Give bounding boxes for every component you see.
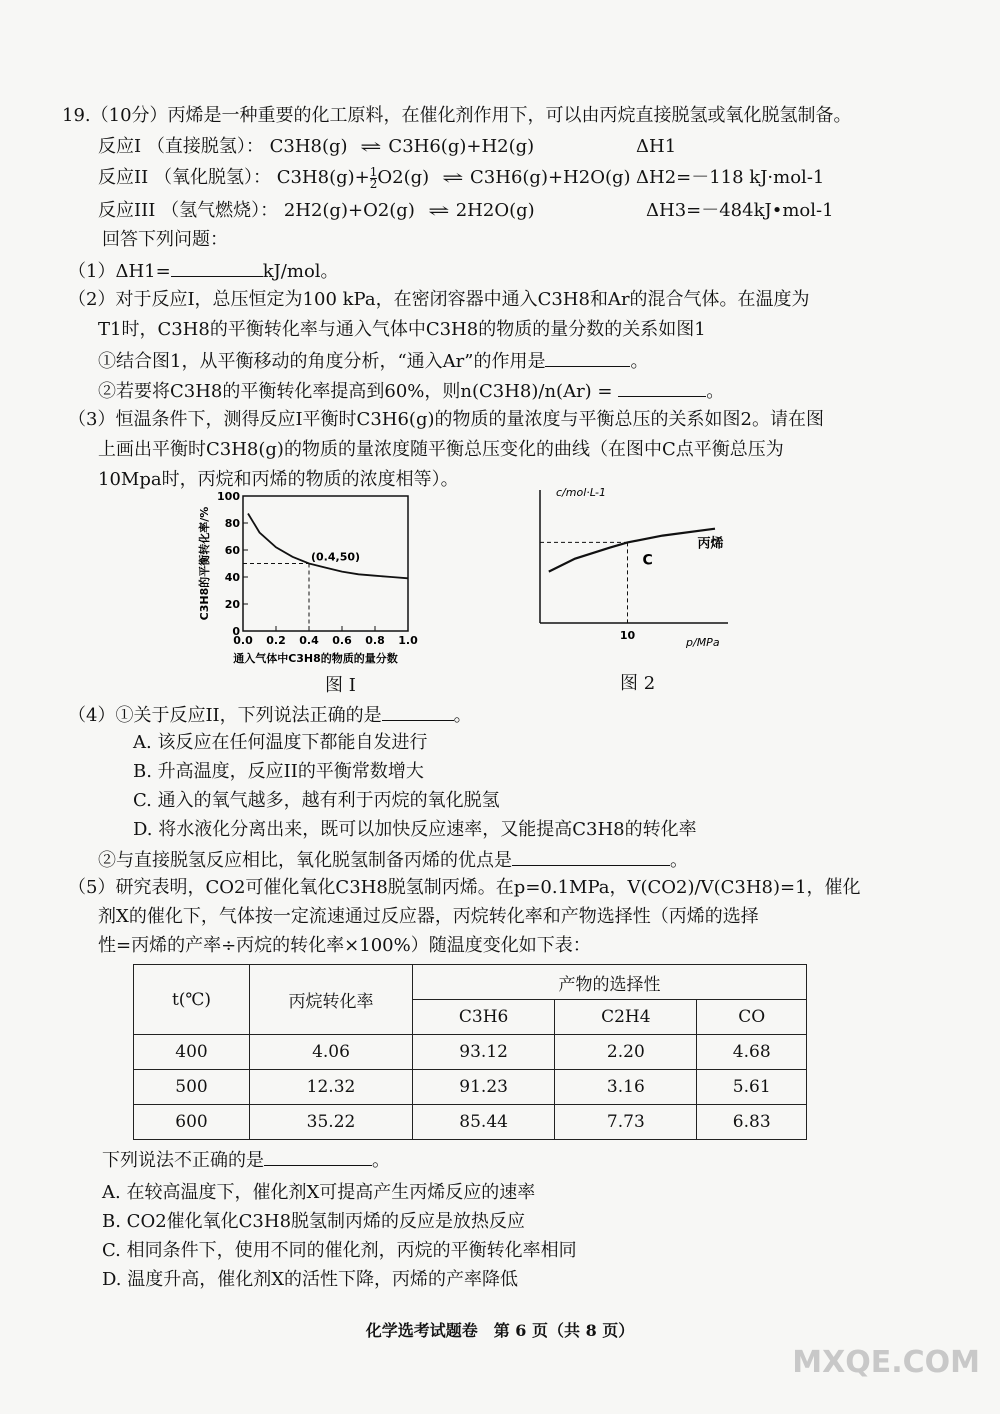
- x-tick-label: 0.6: [332, 634, 352, 647]
- part-2-line-1: （2）对于反应I，总压恒定为100 kPa，在密闭容器中通入C3H8和Ar的混合气体。在温度为: [68, 289, 810, 310]
- header-c3h6: C3H6: [413, 1000, 555, 1035]
- reaction-1: 反应I （直接脱氢）： C3H8(g) ⇌ C3H6(g)+H2(g): [98, 136, 535, 157]
- fraction-half: $\frac{1}{2}$: [369, 164, 378, 191]
- x-tick-label: 10: [619, 629, 636, 642]
- header-co: CO: [697, 1000, 807, 1035]
- part-4-q1: （4）①关于反应II，下列说法正确的是 。: [68, 702, 472, 728]
- part-4-option-d: D. 将水液化分离出来，既可以加快反应速率，又能提高C3H8的转化率: [133, 819, 697, 840]
- x-tick-label: 1.0: [398, 634, 418, 647]
- answer-blank[interactable]: [618, 378, 706, 397]
- part-5-option-c: C. 相同条件下，使用不同的催化剂，丙烷的平衡转化率相同: [102, 1240, 577, 1261]
- y-axis-label: c/mol·L-1: [556, 486, 606, 499]
- answer-blank[interactable]: [512, 847, 670, 866]
- data-table: [133, 964, 807, 1140]
- reaction-1-dh: ΔH1: [636, 136, 677, 157]
- part-5-line-1: （5）研究表明，CO2可催化氧化C3H8脱氢制丙烯。在p=0.1MPa，V(CO2)/V(C3H8)=1，催化: [68, 877, 861, 898]
- figure-2-chart: [520, 478, 740, 658]
- table-row: 400 4.06 93.12 2.20 4.68: [134, 1035, 807, 1070]
- header-selectivity: 产物的选择性: [413, 965, 807, 1000]
- part-2-line-2: T1时，C3H8的平衡转化率与通入气体中C3H8的物质的量分数的关系如图1: [98, 319, 706, 340]
- part-3-line-2: 上画出平衡时C3H8(g)的物质的量浓度随平衡总压变化的曲线（在图中C点平衡总压为: [98, 439, 784, 460]
- part-4-option-b: B. 升高温度，反应II的平衡常数增大: [133, 761, 424, 782]
- reaction-2-dh: ΔH2=－118 kJ·mol-1: [636, 167, 825, 188]
- part-3-line-3: 10Mpa时，丙烷和丙烯的物质的浓度相等）。: [98, 469, 459, 490]
- question-header: 19.（10分）丙烯是一种重要的化工原料，在催化剂作用下，可以由丙烷直接脱氢或氧化脱氢制备。: [62, 105, 852, 126]
- reaction-3-dh: ΔH3=－484kJ•mol-1: [646, 200, 834, 221]
- answer-blank[interactable]: [545, 348, 630, 367]
- part-4-q2: ②与直接脱氢反应相比，氧化脱氢制备丙烯的优点是 。: [98, 847, 688, 873]
- conversion-curve: [248, 514, 408, 579]
- table-row: 500 12.32 91.23 3.16 5.61: [134, 1070, 807, 1105]
- part-4-option-a: A. 该反应在任何温度下都能自发进行: [133, 732, 428, 753]
- figure-1-chart: [186, 484, 456, 694]
- part-2-q1: ①结合图1，从平衡移动的角度分析，“通入Ar”的作用是 。: [98, 348, 648, 374]
- x-axis-label: p/MPa: [686, 636, 720, 649]
- answer-blank[interactable]: [382, 702, 454, 721]
- y-tick-label: 40: [224, 571, 240, 584]
- part-5-line-2: 剂X的催化下，气体按一定流速通过反应器，丙烷转化率和产物选择性（丙烯的选择: [98, 906, 759, 927]
- y-axis-label: C3H8的平衡转化率/%: [198, 506, 211, 621]
- figure-1-title: 图 I: [325, 675, 356, 696]
- propene-curve: [549, 529, 715, 572]
- part-5-line-3: 性=丙烯的产率÷丙烷的转化率×100%）随温度变化如下表：: [98, 935, 591, 956]
- figure-2-title: 图 2: [620, 673, 656, 694]
- y-tick-label: 100: [217, 490, 240, 503]
- table-row: 600 35.22 85.44 7.73 6.83: [134, 1105, 807, 1140]
- intro: 回答下列问题：: [102, 229, 228, 250]
- y-tick-label: 60: [224, 544, 240, 557]
- page-footer: 化学选考试题卷 第 6 页（共 8 页）: [365, 1321, 635, 1340]
- x-tick-label: 0.2: [266, 634, 286, 647]
- part-2-q2: ②若要将C3H8的平衡转化率提高到60%，则n(C3H8)/n(Ar) = 。: [98, 378, 724, 404]
- answer-blank[interactable]: [171, 258, 263, 277]
- reaction-3: 反应III （氢气燃烧）： 2H2(g)+O2(g) ⇌ 2H2O(g): [98, 200, 535, 221]
- watermark: MXQE.COM: [792, 1345, 980, 1380]
- answer-blank[interactable]: [264, 1147, 372, 1166]
- point-annotation: (0.4,50): [311, 550, 361, 564]
- equilibrium-arrow-icon: ⇌: [360, 137, 376, 156]
- x-tick-label: 0.4: [299, 634, 319, 647]
- part-4-option-c: C. 通入的氧气越多，越有利于丙烷的氧化脱氢: [133, 790, 500, 811]
- x-tick-label: 0.8: [365, 634, 385, 647]
- header-c2h4: C2H4: [555, 1000, 697, 1035]
- part-5-option-d: D. 温度升高，催化剂X的活性下降，丙烯的产率降低: [102, 1269, 519, 1290]
- x-axis-label: 通入气体中C3H8的物质的量分数: [233, 652, 398, 665]
- equilibrium-arrow-icon: ⇌: [427, 201, 443, 220]
- y-tick-label: 80: [224, 517, 240, 530]
- part-1: （1）ΔH1= kJ/mol。: [68, 258, 339, 284]
- part-5-option-b: B. CO2催化氧化C3H8脱氢制丙烯的反应是放热反应: [102, 1211, 526, 1232]
- x-tick-label: 0.0: [233, 634, 253, 647]
- part-5-q: 下列说法不正确的是 。: [102, 1147, 390, 1173]
- series-label: 丙烯: [697, 536, 724, 552]
- header-temperature: t(℃): [134, 965, 250, 1035]
- y-tick-label: 0: [232, 625, 240, 638]
- header-conversion: 丙烷转化率: [250, 965, 413, 1035]
- part-3-line-1: （3）恒温条件下，测得反应I平衡时C3H6(g)的物质的量浓度与平衡总压的关系如图2。请在图: [68, 409, 824, 430]
- part-5-option-a: A. 在较高温度下，催化剂X可提高产生丙烯反应的速率: [102, 1182, 536, 1203]
- reaction-2: 反应II （氧化脱氢）： C3H8(g)+ $\frac{1}{2}$ O2(g) ⇌ C3H6(g)+H2O(g): [98, 164, 631, 191]
- point-c-label: C: [642, 552, 653, 569]
- y-tick-label: 20: [224, 598, 240, 611]
- equilibrium-arrow-icon: ⇌: [442, 168, 458, 187]
